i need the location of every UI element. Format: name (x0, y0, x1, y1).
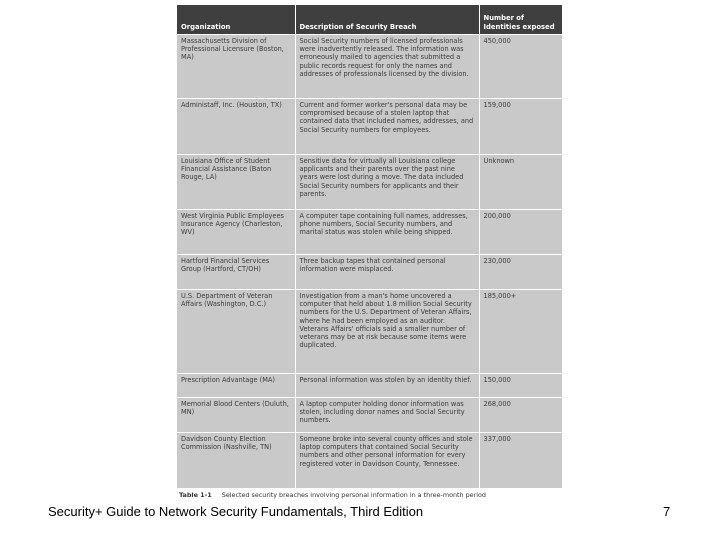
cell-identities-exposed: 268,000 (479, 398, 562, 433)
table-row (177, 398, 562, 433)
cell-description: Personal information was stolen by an identity thief. (295, 374, 479, 398)
cell-description: Someone broke into several county offices and stole laptop computers that contained Social Security numbers and other personal information for every registered voter in Davidson County, Tennessee. (295, 433, 479, 488)
page-number: 7 (663, 504, 671, 519)
cell-description: Three backup tapes that contained personal information were misplaced. (295, 255, 479, 290)
header-organization: Organization (177, 5, 295, 35)
cell-description: Social Security numbers of licensed professionals were inadvertently released. The information was erroneously mailed to agencies that submitted a public records request for only the names and addresses of professionals licensed by the division. (295, 35, 479, 99)
cell-description: A computer tape containing full names, addresses, phone numbers, Social Security numbers, and marital status was stolen while being shipped. (295, 210, 479, 255)
cell-description: Sensitive data for virtually all Louisiana college applicants and their parents over the past nine years were lost during a move. The data included Social Security numbers for applicants and their parents. (295, 155, 479, 210)
cell-identities-exposed: Unknown (479, 155, 562, 210)
header-identities-exposed: Number of Identities exposed (479, 5, 562, 35)
table-row (177, 99, 562, 155)
table-row (177, 35, 562, 99)
caption-text: Selected security breaches involving personal information in a three-month period (221, 491, 486, 499)
cell-organization: Administaff, Inc. (Houston, TX) (177, 99, 295, 155)
cell-identities-exposed: 200,000 (479, 210, 562, 255)
cell-organization: Louisiana Office of Student Financial Assistance (Baton Rouge, LA) (177, 155, 295, 210)
footer-book-title: Security+ Guide to Network Security Fundamentals, Third Edition (48, 504, 424, 519)
cell-organization: Davidson County Election Commission (Nashville, TN) (177, 433, 295, 488)
table-caption (179, 491, 562, 499)
cell-organization: Massachusetts Division of Professional Licensure (Boston, MA) (177, 35, 295, 99)
table-row (177, 255, 562, 290)
table-header-row (177, 5, 562, 35)
caption-label: Table 1-1 (179, 491, 212, 499)
cell-organization: U.S. Department of Veteran Affairs (Washington, D.C.) (177, 290, 295, 374)
table-row (177, 433, 562, 488)
table-row (177, 290, 562, 374)
cell-identities-exposed: 450,000 (479, 35, 562, 99)
cell-organization: Hartford Financial Services Group (Hartford, CT/OH) (177, 255, 295, 290)
cell-description: Current and former worker's personal data may be compromised because of a stolen laptop that contained data that included names, addresses, and Social Security numbers for employees. (295, 99, 479, 155)
table-row (177, 210, 562, 255)
header-description: Description of Security Breach (295, 5, 479, 35)
cell-organization: West Virginia Public Employees Insurance Agency (Charleston, WV) (177, 210, 295, 255)
cell-identities-exposed: 159,000 (479, 99, 562, 155)
breach-table (177, 5, 562, 488)
table-row (177, 155, 562, 210)
breach-table-container (177, 5, 562, 488)
cell-identities-exposed: 185,000+ (479, 290, 562, 374)
cell-organization: Prescription Advantage (MA) (177, 374, 295, 398)
cell-organization: Memorial Blood Centers (Duluth, MN) (177, 398, 295, 433)
cell-identities-exposed: 150,000 (479, 374, 562, 398)
cell-identities-exposed: 337,000 (479, 433, 562, 488)
cell-identities-exposed: 230,000 (479, 255, 562, 290)
table-row (177, 374, 562, 398)
cell-description: Investigation from a man's home uncovered a computer that held about 1.8 million Social Security numbers for the U.S. Department of Veteran Affairs, where he had been employed as an auditor. Veterans Affairs' officials said a smaller number of veterans may be at risk because some items were duplicated. (295, 290, 479, 374)
cell-description: A laptop computer holding donor information was stolen, including donor names and Social Security numbers. (295, 398, 479, 433)
